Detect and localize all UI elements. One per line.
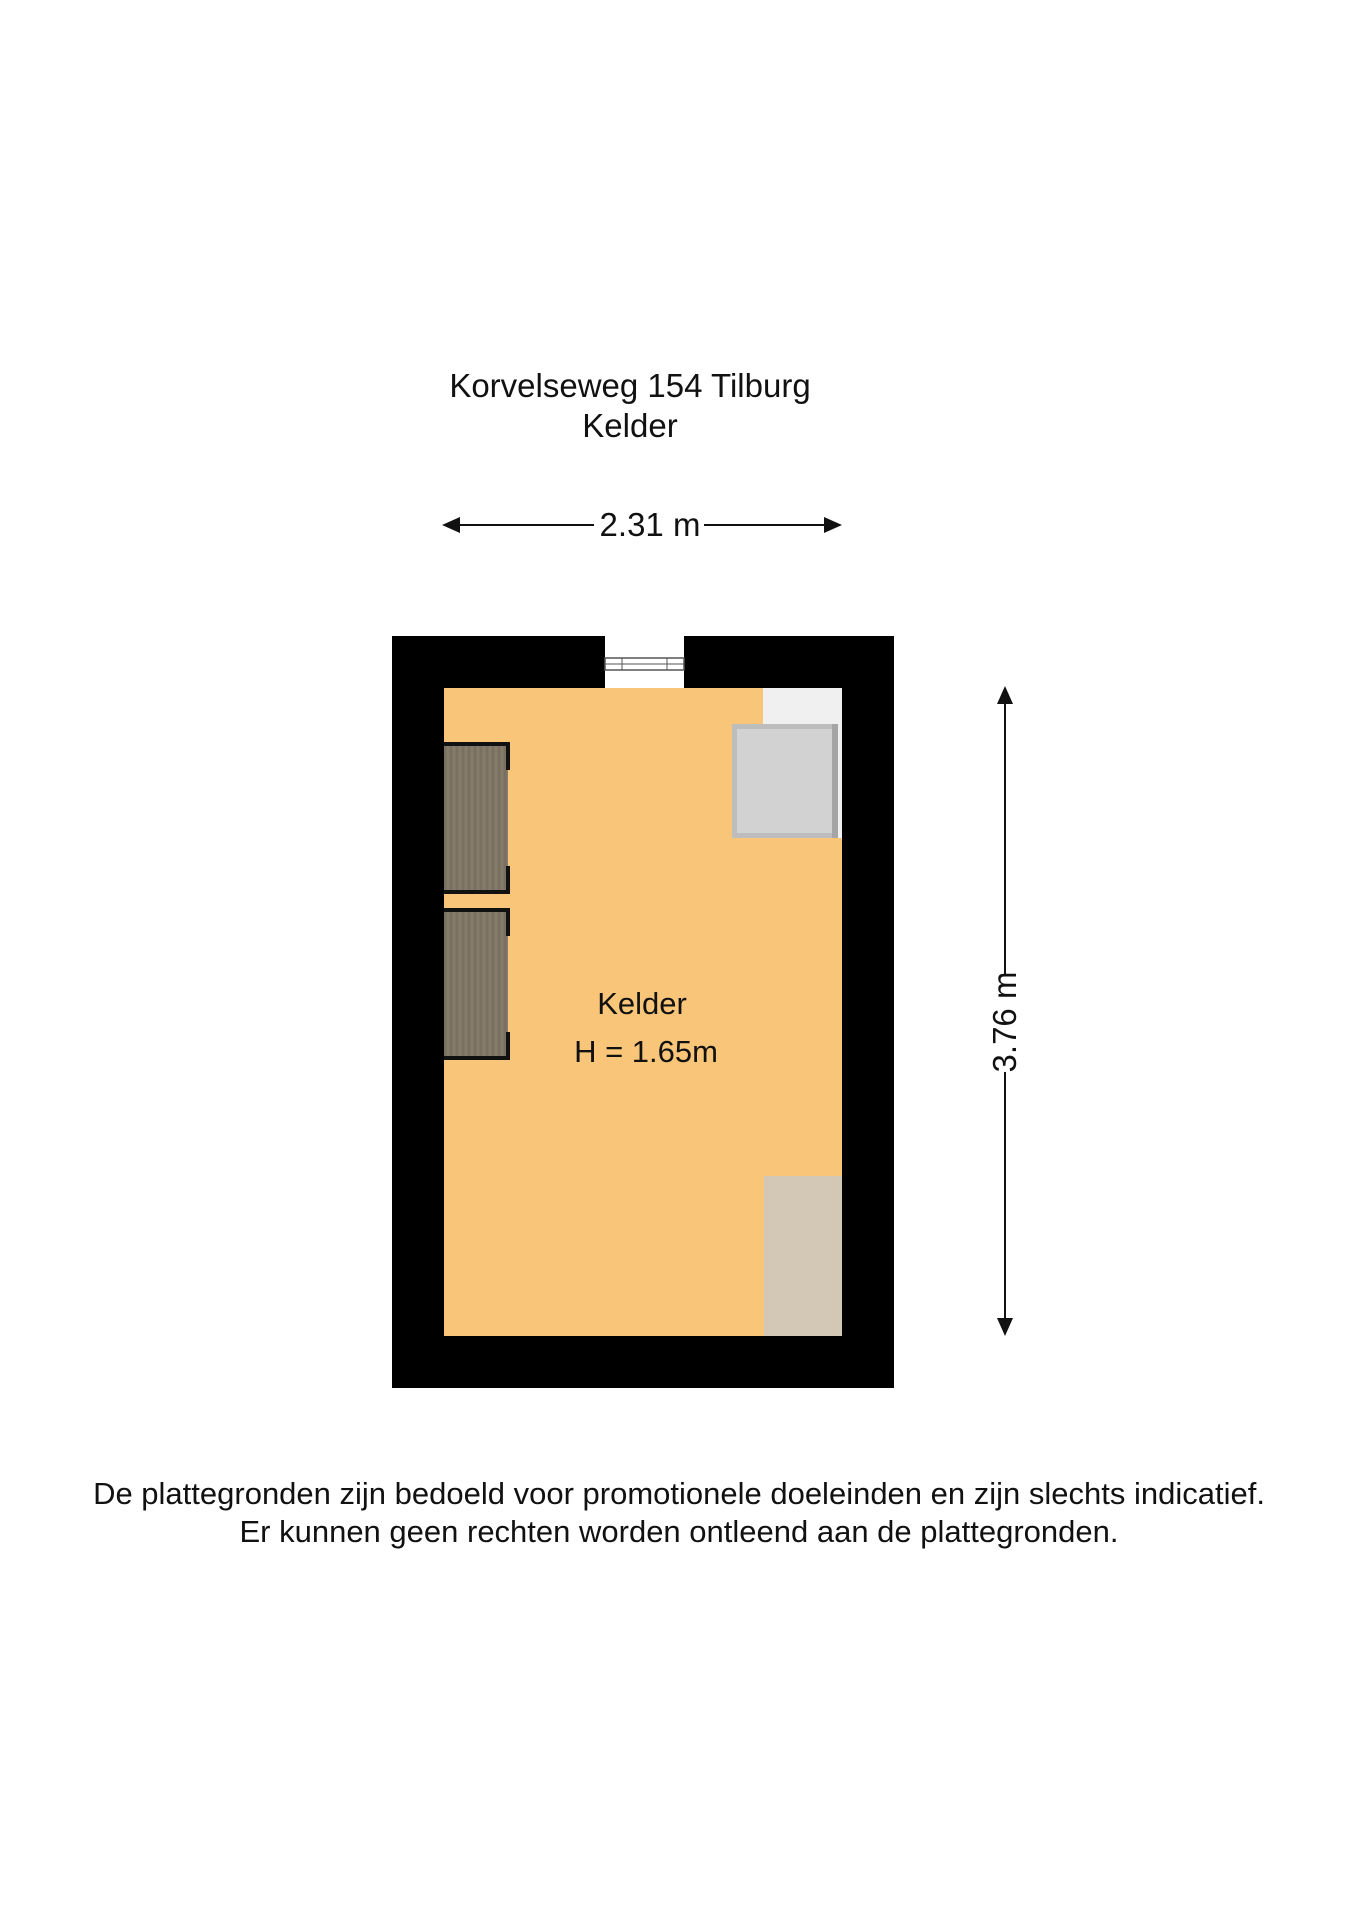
- disclaimer-line: De plattegronden zijn bedoeld voor promotionele doeleinden en zijn slechts indicatief.: [93, 1476, 1265, 1511]
- address-title: Korvelseweg 154 Tilburg: [449, 367, 811, 404]
- stair-area: [764, 1176, 842, 1336]
- dimension-line: [456, 524, 594, 526]
- room-name: Kelder: [597, 986, 687, 1021]
- floor-plan: [392, 636, 894, 1388]
- width-label: 2.31 m: [599, 506, 701, 543]
- depth-label: 3.76 m: [986, 971, 1023, 1073]
- disclaimer-line: Er kunnen geen rechten worden ontleend aan de plattegronden.: [239, 1514, 1119, 1549]
- disclaimer: [0, 1475, 1358, 1551]
- dimension-line: [1004, 702, 1006, 974]
- shelf-unit: [444, 910, 508, 1058]
- dimension-line: [704, 524, 828, 526]
- plan-header: [0, 366, 1260, 446]
- depth-dimension: [985, 686, 1025, 1336]
- window: [605, 636, 684, 688]
- floor-title: Kelder: [582, 407, 678, 444]
- dimension-line: [1004, 1072, 1006, 1320]
- shelf-unit: [444, 744, 508, 892]
- width-dimension: [442, 505, 842, 545]
- arrow-down-icon: [997, 1318, 1013, 1336]
- room-height: H = 1.65m: [574, 1034, 718, 1069]
- arrow-right-icon: [824, 517, 842, 533]
